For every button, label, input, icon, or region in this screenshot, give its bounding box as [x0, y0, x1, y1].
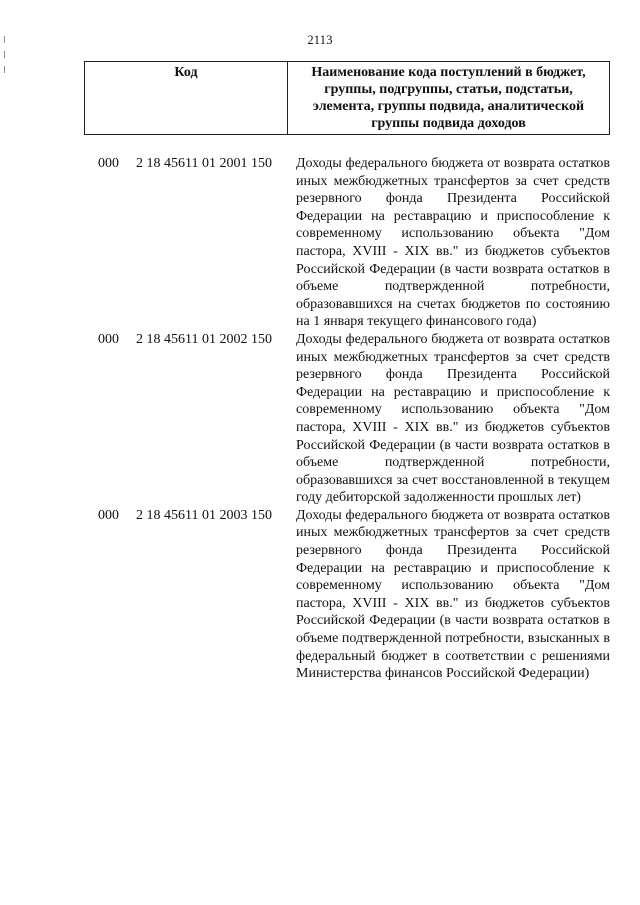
admin-code-cell: 000 [98, 331, 119, 347]
table-row [98, 331, 610, 507]
column-header-name: Наименование кода поступлений в бюджет, группы, подгруппы, статьи, подстатьи, элемента, группы подвида, аналитической группы подвида доходов [288, 62, 610, 135]
income-name-cell: Доходы федерального бюджета от возврата остатков иных межбюджетных трансфертов за счет средств резервного фонда Президента Российской Федерации на реставрацию и приспособление к современному использованию объекта "Дом пастора, XVIII - XIX вв." из бюджетов субъектов Российской Федерации (в части возврата остатков в объеме подтвержденной потребности, взысканных в федеральный бюджет в соответствии с решениями Министерства финансов Российской Федерации) [296, 507, 610, 682]
income-name-cell: Доходы федерального бюджета от возврата остатков иных межбюджетных трансфертов за счет средств резервного фонда Президента Российской Федерации на реставрацию и приспособление к современному использованию объекта "Дом пастора, XVIII - XIX вв." из бюджетов субъектов Российской Федерации (в части возврата остатков в объеме подтвержденной потребности, образовавшихся на счетах бюджетов по состоянию на 1 января текущего финансового года) [296, 156, 610, 330]
scan-mark [4, 51, 5, 58]
column-header-code: Код [85, 62, 288, 135]
table-header-row [85, 62, 610, 135]
admin-code-cell: 000 [98, 156, 119, 171]
budget-code-cell: 2 18 45611 01 2001 150 [136, 156, 272, 171]
table-header [84, 61, 610, 135]
budget-code-cell: 2 18 45611 01 2003 150 [136, 507, 272, 523]
scan-mark [4, 66, 5, 73]
table-row [98, 155, 610, 331]
table-body [98, 155, 610, 683]
table-row [98, 507, 610, 683]
admin-code-cell: 000 [98, 507, 119, 523]
page-number: 2113 [307, 33, 333, 47]
budget-code-cell: 2 18 45611 01 2002 150 [136, 331, 272, 347]
income-name-cell: Доходы федерального бюджета от возврата остатков иных межбюджетных трансфертов за счет средств резервного фонда Президента Российской Федерации на реставрацию и приспособление к современному использованию объекта "Дом пастора, XVIII - XIX вв." из бюджетов субъектов Российской Федерации (в части возврата остатков в объеме подтвержденной потребности, образовавшихся за счет восстановленной в текущем году дебиторской задолженности прошлых лет) [296, 331, 610, 506]
